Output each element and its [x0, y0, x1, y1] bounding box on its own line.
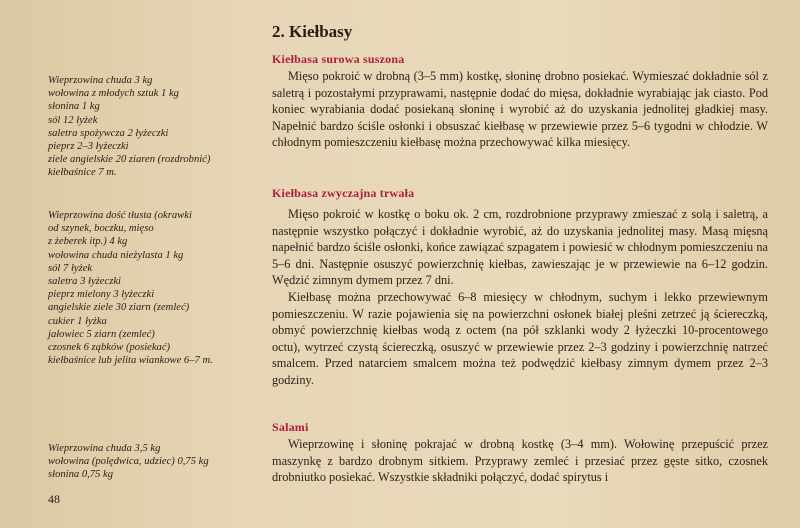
ingredients-list-kielbasa-zwyczajna [48, 209, 258, 367]
recipe-text-kielbasa-zwyczajna [272, 206, 768, 389]
ingredient-line: kiełbaśnice 7 m. [48, 167, 117, 179]
ingredient-line: sól 12 łyżek [48, 114, 98, 126]
ingredient-line: z żeberek itp.) 4 kg [48, 236, 128, 248]
ingredient-line: od szynek, boczku, mięso [48, 223, 154, 235]
page-number: 48 [48, 492, 60, 506]
ingredient-line: wołowina chuda nieżylasta 1 kg [48, 249, 184, 261]
ingredient-line: Wieprzowina dość tłusta (okrawki [48, 210, 192, 221]
ingredient-line: Wieprzowina chuda 3 kg [48, 75, 153, 86]
section-title-salami: Salami [272, 420, 309, 434]
ingredient-line: sól 7 łyżek [48, 262, 93, 274]
ingredient-line: słonina 1 kg [48, 101, 100, 113]
ingredient-line: czosnek 6 ząbków (posiekać) [48, 342, 171, 354]
ingredient-line: saletra 3 łyżeczki [48, 276, 121, 288]
ingredient-line: jałowiec 5 ziarn (zemleć) [48, 328, 155, 340]
recipe-paragraph: Mięso pokroić w drobną (3–5 mm) kostkę, słoninę drobno posiekać. Wymieszać dokładnie sól z saletrą i pozostałymi przyprawami, następnie dodać do mięsa, dokładnie wyrabiając jak ciasto. Pod koniec wyrabiania dodać posiekaną słoninę i wyrobić aż do uzyskania jednolitej gładkiej masy. Napełnić bardzo ściśle osłonki i obsuszać kiełbasę w przewiewie przez 5–6 tygodni w chłodzie. W chłodnym pomieszczeniu kiełbasę można przechowywać kilka miesięcy. [272, 69, 768, 150]
ingredient-line: angielskie ziele 30 ziarn (zemleć) [48, 302, 190, 314]
recipe-paragraph: Mięso pokroić w kostkę o boku ok. 2 cm, rozdrobnione przyprawy zmieszać z solą i saletrą, a następnie wszystko połączyć i dokładnie wyrobić, aż do uzyskania jednolitej masy. Masą mięsną napełnić bardzo ściśle osłonki, końce zawiązać szpagatem i powiesić w chłodnym pomieszczeniu na 5–6 dni. Następnie osuszyć powierzchnię kiełbas, zawieszając je w przewiewie na 6–12 godzin. Wędzić zimnym dymem przez 7 dni. [272, 207, 768, 288]
ingredient-line: pieprz mielony 3 łyżeczki [48, 289, 155, 301]
ingredient-line: Wieprzowina chuda 3,5 kg [48, 443, 161, 454]
recipe-paragraph: Wieprzowinę i słoninę pokrajać w drobną kostkę (3–4 mm). Wołowinę przepuścić przez maszynkę z bardzo drobnym sitkiem. Przyprawy zemleć i przesiać przez gęste sitko, czosnek drobniutko posiekać. Wszystkie składniki połączyć, dodać spirytus i [272, 437, 768, 485]
ingredients-list-kielbasa-surowa [48, 74, 258, 180]
recipe-text-salami [272, 436, 768, 486]
section-title-kielbasa-zwyczajna: Kiełbasa zwyczajna trwała [272, 186, 415, 200]
section-title-kielbasa-surowa: Kiełbasa surowa suszona [272, 52, 405, 66]
recipe-text-kielbasa-surowa [272, 68, 768, 151]
ingredient-line: wołowina (polędwica, udziec) 0,75 kg [48, 456, 209, 468]
ingredient-line: kiełbaśnice lub jelita wiankowe 6–7 m. [48, 355, 213, 367]
chapter-title: 2. Kiełbasy [272, 22, 353, 41]
ingredients-list-salami [48, 442, 258, 482]
recipe-paragraph: Kiełbasę można przechowywać 6–8 miesięcy w chłodnym, suchym i lekko przewiewnym pomieszczeniu. W razie pojawienia się na powierzchni osłonek białej pleśni zetrzeć ją ściereczką, obmyć powierzchnię kiełbas wodą z octem (na pół szklanki wody 2 łyżeczki 10-procentowego octu), wytrzeć czystą ściereczką, osuszyć w przewiewie przez 2–3 godziny i powierzchnię natrzeć smalcem. Przed natarciem smalcem można też podwędzić kiełbasy zimnym dymem przez 2–3 godziny. [272, 289, 768, 387]
ingredient-line: saletra spożywcza 2 łyżeczki [48, 127, 169, 139]
ingredient-line: ziele angielskie 20 ziaren (rozdrobnić) [48, 154, 211, 166]
ingredient-line: pieprz 2–3 łyżeczki [48, 141, 129, 153]
ingredient-line: wołowina z młodych sztuk 1 kg [48, 88, 179, 100]
ingredient-line: słonina 0,75 kg [48, 469, 114, 481]
ingredient-line: cukier 1 łyżka [48, 315, 107, 327]
